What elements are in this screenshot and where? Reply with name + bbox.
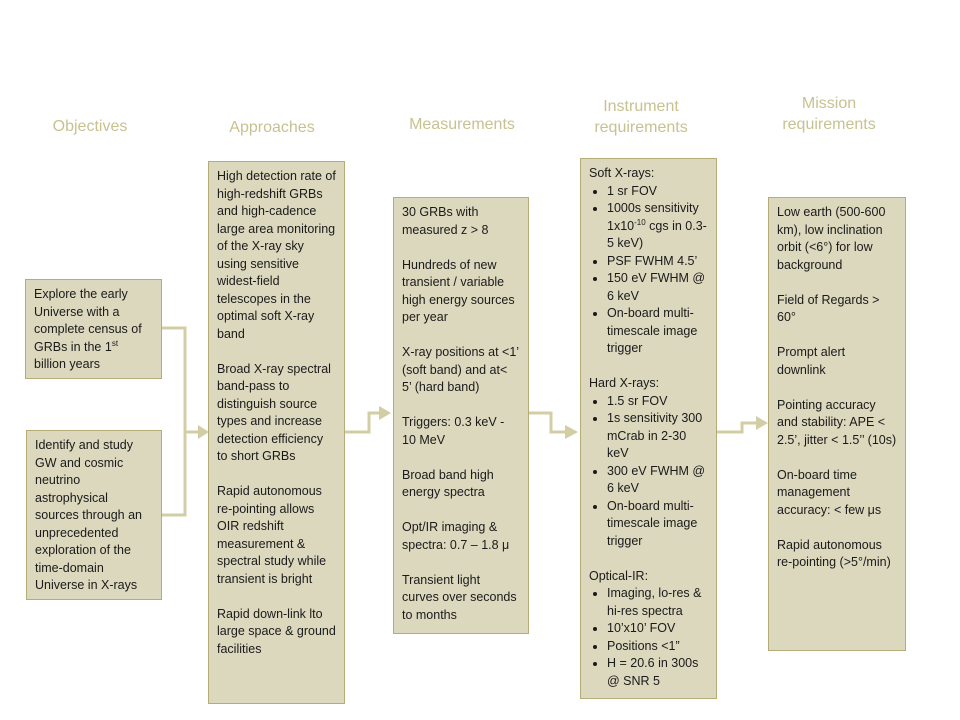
- measurement-item: Hundreds of new transient / variable high energy sources per year: [402, 257, 515, 324]
- mission-item: Field of Regards > 60°: [777, 292, 880, 324]
- list-item: • 1 sr FOV: [607, 183, 708, 201]
- arrowhead-measurements: [379, 406, 391, 420]
- soft-sensitivity-text: 1000s sensitivity 1x10: [607, 201, 699, 233]
- objective-2-text: Identify and study GW and cosmic neutrino astrophysical sources through an unprecedented exploration of the time-domain Universe in X-rays: [35, 438, 143, 592]
- optical-ir-list: [589, 585, 708, 690]
- approach-item: Rapid autonomous re-pointing allows OIR redshift measurement & spectral study while transient is bright: [217, 484, 327, 586]
- objective-box-gw-neutrino: [26, 430, 162, 600]
- measurement-item: Broad band high energy spectra: [402, 467, 494, 499]
- measurement-item: 30 GRBs with measured z > 8: [402, 205, 489, 237]
- mission-item: Low earth (500-600 km), low inclination orbit (<6°) for low background: [777, 205, 886, 272]
- measurement-item: Transient light curves over seconds to months: [402, 572, 517, 622]
- mission-item: On-board time management accuracy: < few μs: [777, 467, 882, 517]
- list-item: • H = 20.6 in 300s @ SNR 5: [607, 655, 708, 690]
- soft-xrays-title: Soft X-rays:: [589, 166, 655, 180]
- instrument-requirements-box: [580, 158, 717, 699]
- optical-ir-title: Optical-IR:: [589, 568, 649, 583]
- hard-xrays-list: [589, 393, 708, 551]
- header-instrument-line1: Instrument: [603, 98, 679, 115]
- objective-1-text: Explore the early Universe with a complete census of GRBs in the 1: [34, 287, 142, 354]
- approach-item: High detection rate of high-redshift GRBs and high-cadence large area monitoring of the X-ray sky using sensitive widest-field telescopes in the optimal soft X-ray band: [217, 169, 336, 341]
- measurement-item: Opt/IR imaging & spectra: 0.7 – 1.8 μ: [402, 520, 510, 552]
- list-item: • On-board multi-timescale image trigger: [607, 305, 708, 358]
- header-mission-line1: Mission: [801, 95, 857, 112]
- list-item: • 1s sensitivity 300 mCrab in 2-30 keV: [607, 410, 708, 463]
- hard-xrays-title: Hard X-rays:: [589, 376, 660, 390]
- mission-item: Rapid autonomous re-pointing (>5°/min): [777, 537, 891, 569]
- arrowhead-instrument: [565, 425, 578, 439]
- measurement-item: X-ray positions at <1’ (soft band) and at< 5’ (hard band): [402, 345, 519, 394]
- list-item: • Positions <1”: [607, 638, 708, 656]
- arrowhead-mission: [756, 416, 768, 430]
- header-measurements: Measurements: [409, 116, 515, 133]
- list-item: • 10’x10’ FOV: [607, 620, 708, 638]
- connector-objective-2: [161, 432, 185, 515]
- connector-approaches-to-measurements: [345, 413, 381, 432]
- connector-objective-1: [161, 328, 185, 432]
- mission-item: Prompt alert downlink: [777, 345, 846, 377]
- connector-measurements-to-instrument: [529, 413, 566, 432]
- approach-item: Rapid down-link lto large space & ground facilities: [217, 606, 336, 656]
- measurements-box: [393, 197, 529, 634]
- list-item: • 300 eV FWHM @ 6 keV: [607, 463, 708, 498]
- soft-sensitivity-exponent: -10: [634, 217, 646, 227]
- header-approaches: Approaches: [229, 119, 315, 136]
- objective-1-superscript: st: [111, 338, 119, 348]
- soft-xrays-list: [589, 183, 708, 358]
- mission-requirements-box: [768, 197, 906, 651]
- measurement-item: Triggers: 0.3 keV - 10 MeV: [402, 415, 505, 447]
- list-item: [607, 200, 708, 253]
- soft-sensitivity-text-end: cgs in 0.3-5 keV): [607, 218, 707, 250]
- list-item: • 150 eV FWHM @ 6 keV: [607, 270, 708, 305]
- connector-instrument-to-mission: [716, 423, 758, 432]
- objective-box-early-universe: [25, 279, 162, 379]
- list-item: • Imaging, lo-res & hi-res spectra: [607, 585, 708, 620]
- approaches-box: [208, 161, 345, 704]
- approach-item: Broad X-ray spectral band-pass to distinguish source types and increase detection efficiency to short GRBs: [217, 361, 331, 463]
- header-instrument-line2: requirements: [594, 119, 688, 136]
- list-item: • On-board multi-timescale image trigger: [607, 498, 708, 551]
- objective-1-text-end: billion years: [34, 357, 101, 371]
- header-mission-line2: requirements: [782, 116, 876, 133]
- header-objectives: Objectives: [52, 118, 128, 135]
- list-item: • PSF FWHM 4.5’: [607, 253, 708, 271]
- mission-item: Pointing accuracy and stability: APE < 2.5’, jitter < 1.5’’ (10s): [777, 397, 897, 447]
- list-item: • 1.5 sr FOV: [607, 393, 708, 411]
